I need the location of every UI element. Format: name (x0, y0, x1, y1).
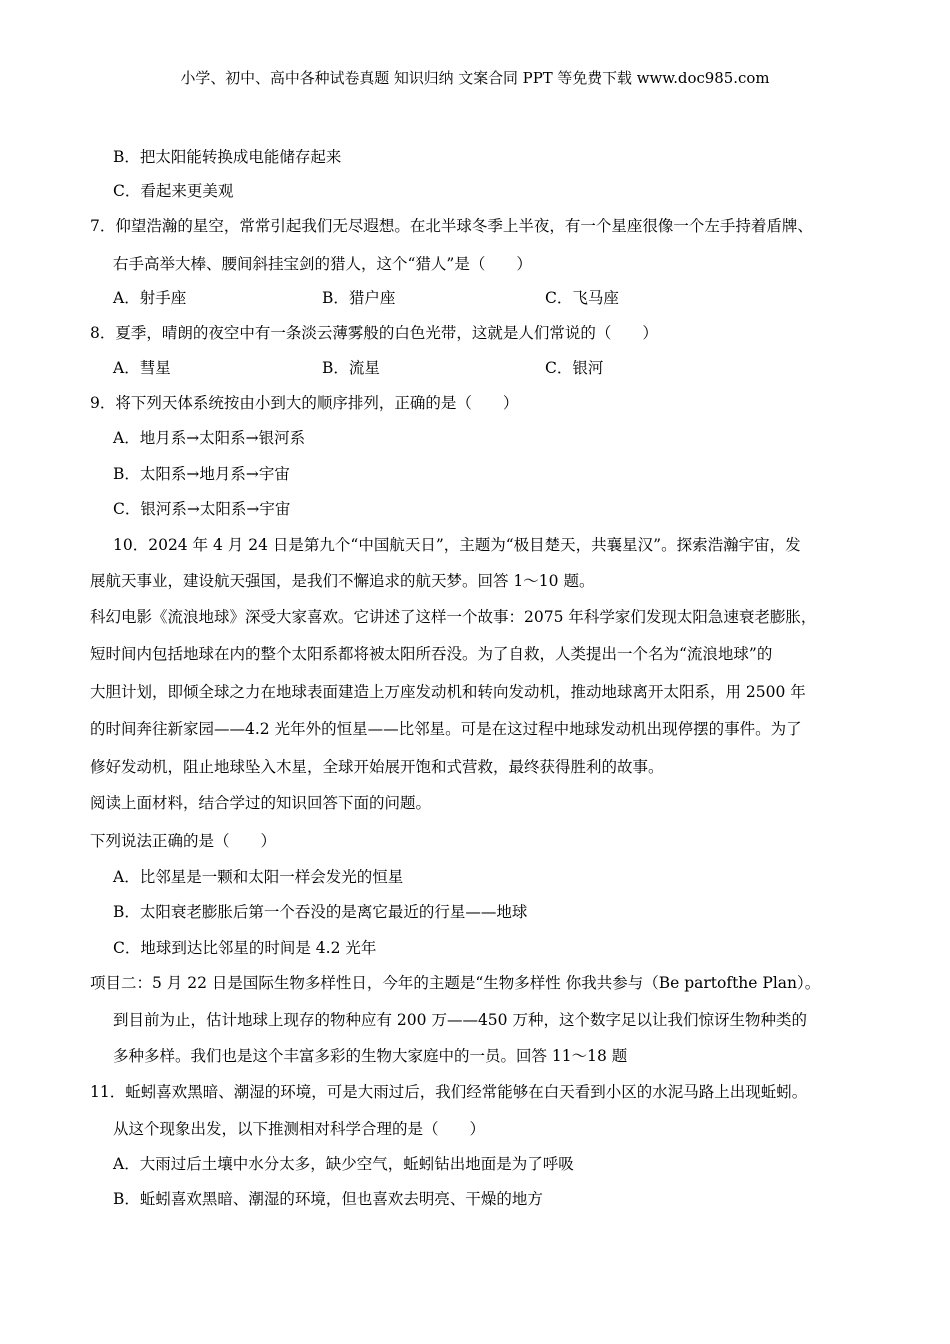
q9-stem: 9．将下列天体系统按由小到大的顺序排列，正确的是（ ） (90, 394, 519, 412)
q9-option-c: C．银河系→太阳系→宇宙 (113, 500, 291, 518)
q8-stem: 8．夏季，晴朗的夜空中有一条淡云薄雾般的白色光带，这就是人们常说的（ ） (90, 324, 658, 342)
q8-option-b: B．流星 (322, 359, 380, 377)
q7-option-a: A．射手座 (113, 289, 187, 307)
q7-option-c: C．飞马座 (545, 289, 619, 307)
q9-option-b: B．太阳系→地月系→宇宙 (113, 465, 290, 483)
q10-option-c: C．地球到达比邻星的时间是 4.2 光年 (113, 939, 377, 957)
passage-line5: 修好发动机，阻止地球坠入木星，全球开始展开饱和式营救，最终获得胜利的故事。 (90, 758, 664, 776)
q8-option-a: A．彗星 (113, 359, 171, 377)
q6-option-c: C．看起来更美观 (113, 182, 234, 200)
q11-stem-line1: 11．蚯蚓喜欢黑暗、潮湿的环境，可是大雨过后，我们经常能够在白天看到小区的水泥马路上出现蚯蚓。 (90, 1083, 808, 1101)
q10-intro-line2: 展航天事业，建设航天强国，是我们不懈追求的航天梦。回答 1～10 题。 (90, 572, 595, 590)
project2-line1: 项目二：5 月 22 日是国际生物多样性日，今年的主题是“生物多样性 你我共参与（Be partofthe Plan）。 (90, 974, 821, 992)
q10-intro-line1: 10．2024 年 4 月 24 日是第九个“中国航天日”，主题为“极目楚天，共襄星汉”。探索浩瀚宇宙，发 (113, 536, 801, 554)
passage-line4: 的时间奔往新家园——4.2 光年外的恒星——比邻星。可是在这过程中地球发动机出现停摆的事件。为了 (90, 720, 802, 738)
passage-line2: 短时间内包括地球在内的整个太阳系都将被太阳所吞没。为了自救，人类提出一个名为“流浪地球”的 (90, 645, 773, 663)
project2-line2: 到目前为止，估计地球上现存的物种应有 200 万——450 万种，这个数字足以让我们惊讶生物种类的 (113, 1011, 807, 1029)
instruction: 阅读上面材料，结合学过的知识回答下面的问题。 (90, 794, 432, 812)
q10-option-a: A．比邻星是一颗和太阳一样会发光的恒星 (113, 868, 404, 886)
q10-stem: 下列说法正确的是（ ） (90, 832, 277, 850)
project2-line3: 多种多样。我们也是这个丰富多彩的生物大家庭中的一员。回答 11～18 题 (113, 1047, 628, 1065)
passage-line1: 科幻电影《流浪地球》深受大家喜欢。它讲述了这样一个故事：2075 年科学家们发现太阳急速衰老膨胀， (90, 608, 817, 626)
q11-stem-line2: 从这个现象出发，以下推测相对科学合理的是（ ） (113, 1120, 486, 1138)
q10-option-b: B．太阳衰老膨胀后第一个吞没的是离它最近的行星——地球 (113, 903, 528, 921)
q8-option-c: C．银河 (545, 359, 604, 377)
q9-option-a: A．地月系→太阳系→银河系 (113, 429, 306, 447)
page-header: 小学、初中、高中各种试卷真题 知识归纳 文案合同 PPT 等免费下载 www.doc985.com (180, 69, 770, 87)
q11-option-a: A．大雨过后土壤中水分太多，缺少空气，蚯蚓钻出地面是为了呼吸 (113, 1155, 574, 1173)
q7-stem-line2: 右手高举大棒、腰间斜挂宝剑的猎人，这个“猎人”是（ ） (113, 255, 532, 273)
q11-option-b: B．蚯蚓喜欢黑暗、潮湿的环境，但也喜欢去明亮、干燥的地方 (113, 1190, 543, 1208)
q6-option-b: B．把太阳能转换成电能储存起来 (113, 148, 342, 166)
q7-stem-line1: 7．仰望浩瀚的星空，常常引起我们无尽遐想。在北半球冬季上半夜，有一个星座很像一个左手持着盾牌、 (90, 217, 813, 235)
q7-option-b: B．猎户座 (322, 289, 396, 307)
passage-line3: 大胆计划，即倾全球之力在地球表面建造上万座发动机和转向发动机，推动地球离开太阳系，用 2500 年 (90, 683, 806, 701)
